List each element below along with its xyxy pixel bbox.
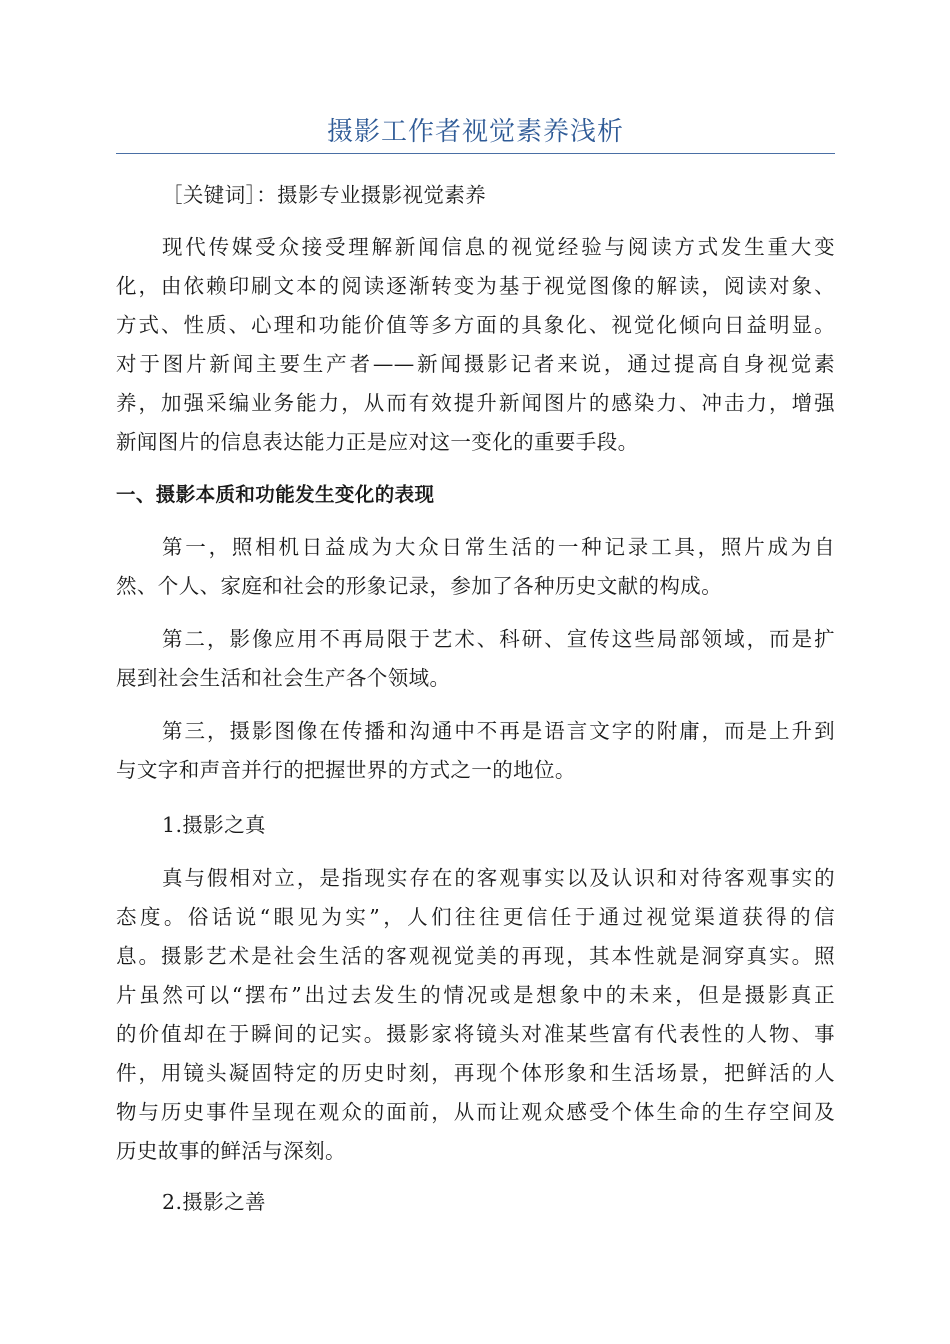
- para-first-line-2: 然、个人、家庭和社会的形象记录，参加了各种历史文献的构成。: [116, 574, 723, 598]
- sub1-line-6: 件，用镜头凝固特定的历史时刻，再现个体形象和生活场景，把鲜活的人: [116, 1061, 835, 1085]
- sub1-line-4: 片虽然可以“摆布”出过去发生的情况或是想象中的未来，但是摄影真正: [116, 983, 835, 1007]
- keywords-line: ［关键词］：摄影专业摄影视觉素养: [162, 183, 487, 207]
- para-third-line-2: 与文字和声音并行的把握世界的方式之一的地位。: [116, 758, 576, 782]
- sub1-line-8: 历史故事的鲜活与深刻。: [116, 1139, 346, 1163]
- para-third-line-1: 第三，摄影图像在传播和沟通中不再是语言文字的附庸，而是上升到: [162, 719, 835, 743]
- document-title: 摄影工作者视觉素养浅析: [326, 117, 624, 147]
- intro-line-6: 新闻图片的信息表达能力正是应对这一变化的重要手段。: [116, 430, 639, 454]
- intro-line-3: 方式、性质、心理和功能价值等多方面的具象化、视觉化倾向日益明显。: [116, 313, 835, 337]
- para-second-line-2: 展到社会生活和社会生产各个领域。: [116, 666, 451, 690]
- intro-line-1: 现代传媒受众接受理解新闻信息的视觉经验与阅读方式发生重大变: [162, 235, 835, 259]
- intro-line-2: 化，由依赖印刷文本的阅读逐渐转变为基于视觉图像的解读，阅读对象、: [116, 274, 835, 298]
- section-heading-1: 一、摄影本质和功能发生变化的表现: [116, 483, 435, 506]
- intro-line-4: 对于图片新闻主要生产者——新闻摄影记者来说，通过提高自身视觉素: [116, 352, 835, 376]
- intro-line-5: 养，加强采编业务能力，从而有效提升新闻图片的感染力、冲击力，增强: [116, 391, 835, 415]
- para-second-line-1: 第二，影像应用不再局限于艺术、科研、宣传这些局部领域，而是扩: [162, 627, 835, 651]
- sub1-line-1: 真与假相对立，是指现实存在的客观事实以及认识和对待客观事实的: [162, 866, 835, 890]
- sub1-line-5: 的价值却在于瞬间的记实。摄影家将镜头对准某些富有代表性的人物、事: [116, 1022, 835, 1046]
- sub1-line-7: 物与历史事件呈现在观众的面前，从而让观众感受个体生命的生存空间及: [116, 1100, 835, 1124]
- para-first-line-1: 第一，照相机日益成为大众日常生活的一种记录工具，照片成为自: [162, 535, 835, 559]
- sub1-line-3: 息。摄影艺术是社会生活的客观视觉美的再现，其本性就是洞穿真实。照: [116, 944, 835, 968]
- subsection-heading-2: 2.摄影之善: [162, 1190, 266, 1214]
- sub1-line-2: 态度。俗话说“眼见为实”，人们往往更信任于通过视觉渠道获得的信: [116, 905, 835, 929]
- subsection-heading-1: 1.摄影之真: [162, 813, 266, 837]
- title-underline: [116, 153, 835, 154]
